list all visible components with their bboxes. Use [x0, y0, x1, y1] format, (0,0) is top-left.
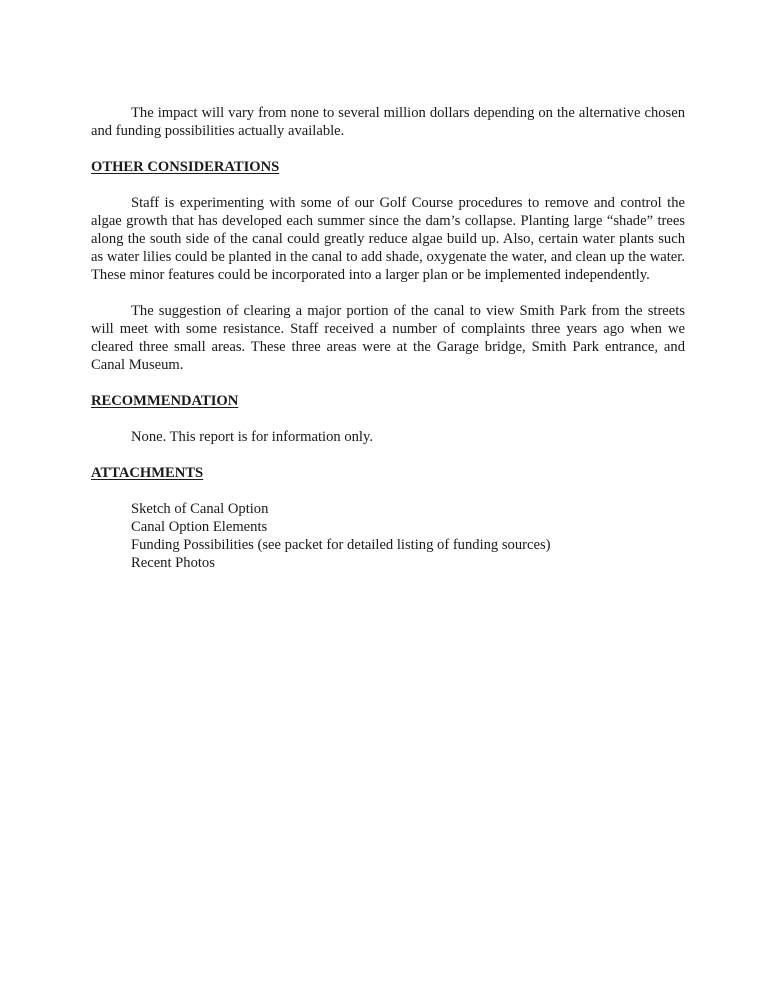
other-considerations-heading: OTHER CONSIDERATIONS: [91, 159, 280, 175]
attachment-item: Recent Photos: [131, 555, 215, 571]
attachments-heading: ATTACHMENTS: [91, 465, 204, 481]
recommendation-text: None. This report is for information only.: [131, 429, 373, 445]
other-considerations-paragraph-1: Staff is experimenting with some of our Golf Course procedures to remove and control the algae growth that has developed each summer since the dam’s collapse. Planting large “shade” trees along the south side of the canal could greatly reduce algae build up. Also, certain water plants such as water lilies could be planted in the canal to add shade, oxygenate the water, and clean up the water. These minor features could be incorporated into a larger plan or be implemented independently.: [91, 195, 685, 283]
recommendation-heading: RECOMMENDATION: [91, 393, 239, 409]
attachments-list: [91, 500, 685, 572]
attachment-item: Funding Possibilities (see packet for detailed listing of funding sources): [131, 537, 551, 553]
attachment-item: Sketch of Canal Option: [131, 501, 269, 517]
attachment-item: Canal Option Elements: [131, 519, 268, 535]
document-page: [91, 104, 685, 572]
intro-paragraph: The impact will vary from none to several million dollars depending on the alternative chosen and funding possibilities actually available.: [91, 105, 685, 139]
other-considerations-paragraph-2: The suggestion of clearing a major portion of the canal to view Smith Park from the streets will meet with some resistance. Staff received a number of complaints three years ago when we cleared three small areas. These three areas were at the Garage bridge, Smith Park entrance, and Canal Museum.: [91, 303, 685, 373]
